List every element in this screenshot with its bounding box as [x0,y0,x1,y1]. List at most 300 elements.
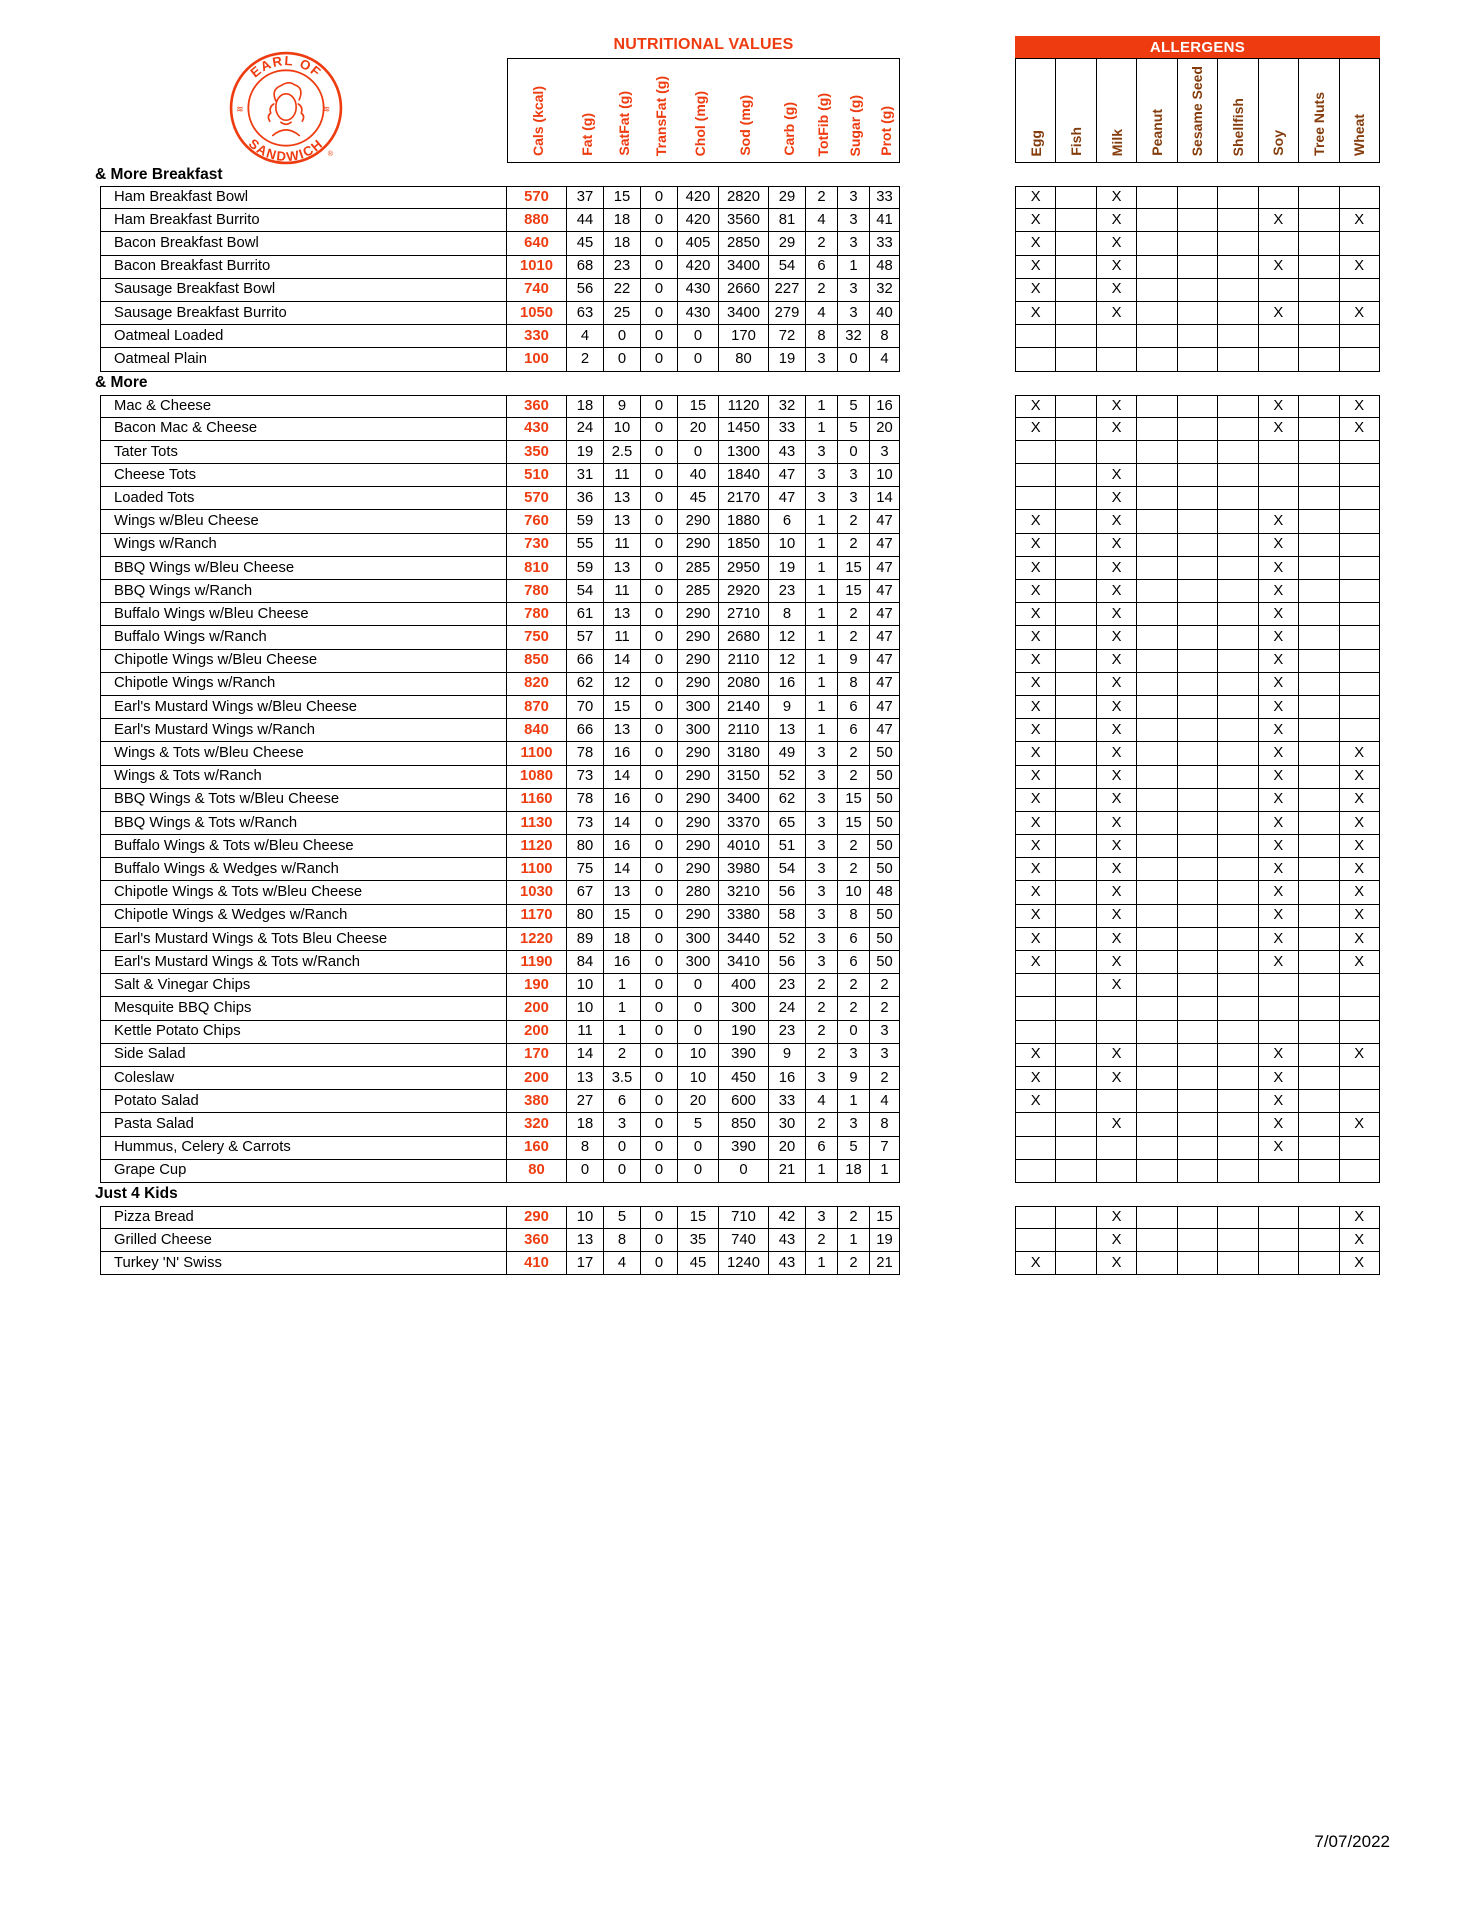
allergen-mark [1299,487,1339,510]
nutrition-value: 5 [678,1113,719,1136]
calories-value: 1120 [507,835,567,858]
calories-value: 740 [507,279,567,302]
nutrition-value: 14 [604,766,641,789]
nutrition-value: 15 [604,696,641,719]
allergen-cells [1015,742,1380,765]
nutrition-value: 80 [719,348,769,371]
nutrition-value: 14 [604,650,641,673]
nutrition-value: 290 [678,858,719,881]
table-row [100,325,1484,348]
calories-value: 360 [507,395,567,418]
nutrition-value: 6 [838,719,870,742]
nutrition-value: 1 [806,626,838,649]
nutrition-value: 3 [838,302,870,325]
item-name: Earl's Mustard Wings & Tots Bleu Cheese [100,928,507,951]
allergen-cells [1015,603,1380,626]
allergen-column-headers [1015,58,1380,163]
nutrition-value: 0 [641,557,678,580]
nutrition-value: 73 [567,812,604,835]
allergen-mark: X [1259,395,1299,418]
allergen-mark [1218,626,1258,649]
allergen-mark [1178,232,1218,255]
allergen-mark: X [1259,580,1299,603]
nutrition-value: 56 [769,881,806,904]
nutrition-value: 32 [838,325,870,348]
nutrition-value: 8 [838,905,870,928]
nutrition-value: 50 [870,789,900,812]
allergen-mark [1015,325,1056,348]
nutrition-value: 2 [838,974,870,997]
nutrition-value: 8 [567,1137,604,1160]
nutrition-value: 56 [567,279,604,302]
nutrition-value: 33 [870,186,900,209]
nutrition-value: 2660 [719,279,769,302]
column-gap [900,1229,1015,1252]
nutrition-value: 390 [719,1137,769,1160]
nutrition-value: 0 [641,487,678,510]
calories-value: 760 [507,510,567,533]
allergen-mark [1056,835,1096,858]
nutrition-value: 0 [641,256,678,279]
nutrition-value: 47 [870,534,900,557]
calories-value: 820 [507,673,567,696]
allergen-mark [1218,742,1258,765]
allergen-mark [1218,812,1258,835]
nutrition-value: 9 [769,1044,806,1067]
nutrition-value: 8 [870,1113,900,1136]
allergen-mark [1137,510,1177,533]
allergen-mark: X [1015,1044,1056,1067]
item-name: Side Salad [100,1044,507,1067]
nutrition-value: 740 [719,1229,769,1252]
nutrition-value: 3980 [719,858,769,881]
allergen-mark [1137,256,1177,279]
allergen-mark: X [1259,742,1299,765]
allergen-cells [1015,1067,1380,1090]
nutrition-value: 3 [806,905,838,928]
allergen-mark [1015,1021,1056,1044]
nutrition-value: 0 [678,1160,719,1183]
table-row [100,348,1484,371]
item-name: Coleslaw [100,1067,507,1090]
allergen-mark [1178,881,1218,904]
allergen-mark [1137,928,1177,951]
allergen-mark: X [1259,719,1299,742]
allergen-cells [1015,348,1380,371]
allergen-cells [1015,232,1380,255]
nutrition-value: 18 [604,209,641,232]
column-gap [900,232,1015,255]
nutrition-value: 16 [604,951,641,974]
allergen-column-label: Shellfish [1229,97,1246,156]
allergen-mark [1299,742,1339,765]
nutrition-value: 1 [838,1229,870,1252]
allergen-mark: X [1340,858,1380,881]
table-row [100,441,1484,464]
calories-value: 200 [507,1021,567,1044]
nutrition-value: 290 [678,835,719,858]
nutrition-value: 0 [641,719,678,742]
table-row [100,464,1484,487]
item-name: Earl's Mustard Wings w/Ranch [100,719,507,742]
nutrition-value: 405 [678,232,719,255]
allergen-cells [1015,418,1380,441]
column-gap [900,1206,1015,1229]
allergen-cells [1015,302,1380,325]
nutrition-value: 600 [719,1090,769,1113]
calories-value: 200 [507,1067,567,1090]
nutrition-value: 13 [604,487,641,510]
allergen-mark [1340,232,1380,255]
allergen-mark [1137,279,1177,302]
item-name: Grape Cup [100,1160,507,1183]
allergen-cells [1015,719,1380,742]
nutrition-value: 280 [678,881,719,904]
allergen-mark [1056,858,1096,881]
table-row [100,881,1484,904]
allergen-mark [1299,858,1339,881]
allergen-mark [1137,858,1177,881]
allergen-mark [1340,696,1380,719]
nutrition-value: 68 [567,256,604,279]
item-name: Kettle Potato Chips [100,1021,507,1044]
allergen-mark: X [1097,650,1137,673]
allergen-mark [1299,766,1339,789]
column-gap [900,534,1015,557]
allergen-mark: X [1259,418,1299,441]
nutrition-value: 14 [870,487,900,510]
allergen-mark [1178,719,1218,742]
calories-value: 100 [507,348,567,371]
allergen-mark [1137,1021,1177,1044]
nutrition-value: 3 [806,789,838,812]
logo-left-ornament: ≋ [236,104,244,115]
table-row [100,209,1484,232]
column-gap [900,186,1015,209]
nutrition-value: 36 [567,487,604,510]
nutrition-value: 3 [806,835,838,858]
nutrition-value: 0 [641,673,678,696]
allergen-mark: X [1097,719,1137,742]
nutrition-value: 47 [870,626,900,649]
table-row [100,1021,1484,1044]
nutrition-value: 290 [678,789,719,812]
allergen-mark: X [1097,510,1137,533]
allergen-mark: X [1097,905,1137,928]
allergen-mark [1137,673,1177,696]
nutrition-value: 1840 [719,464,769,487]
item-name: Chipotle Wings w/Bleu Cheese [100,650,507,673]
nutrition-value: 33 [769,1090,806,1113]
nutrition-value: 47 [870,719,900,742]
nutrition-value: 10 [604,418,641,441]
allergen-mark: X [1015,302,1056,325]
allergen-mark [1178,209,1218,232]
nutrition-value: 3370 [719,812,769,835]
nutrition-value: 3 [806,858,838,881]
item-name: Chipotle Wings w/Ranch [100,673,507,696]
nutrition-value: 0 [641,766,678,789]
nutrition-value: 0 [641,186,678,209]
nutrition-value: 4 [806,1090,838,1113]
column-gap [900,1160,1015,1183]
nutrition-value: 13 [604,557,641,580]
nutrition-value: 11 [604,464,641,487]
nutrition-value: 49 [769,742,806,765]
allergen-mark: X [1097,835,1137,858]
allergen-mark [1137,580,1177,603]
nutrition-value: 0 [641,418,678,441]
nutrition-value: 8 [838,673,870,696]
table-row [100,858,1484,881]
allergen-mark: X [1259,812,1299,835]
allergen-mark: X [1340,1229,1380,1252]
nutrition-value: 20 [678,1090,719,1113]
allergen-mark [1299,1160,1339,1183]
nutrition-value: 17 [567,1252,604,1275]
nutrition-value: 22 [604,279,641,302]
allergen-cells [1015,1044,1380,1067]
allergen-mark [1056,696,1096,719]
allergen-mark [1299,1090,1339,1113]
allergen-mark: X [1340,928,1380,951]
allergen-mark: X [1259,302,1299,325]
nutrition-value: 2 [604,1044,641,1067]
allergen-column-label: Fish [1068,127,1085,156]
allergen-mark: X [1259,1067,1299,1090]
allergen-mark [1340,580,1380,603]
portrait-illustration [268,83,303,136]
nutrition-value: 41 [870,209,900,232]
allergen-mark [1056,186,1096,209]
allergen-mark: X [1259,951,1299,974]
table-row [100,1252,1484,1275]
nutrition-value: 24 [567,418,604,441]
column-gap [900,951,1015,974]
allergen-mark [1299,1206,1339,1229]
allergen-mark: X [1340,766,1380,789]
allergen-mark [1340,557,1380,580]
nutrition-value: 2 [838,766,870,789]
allergen-mark: X [1097,742,1137,765]
nutrition-column-label: TotFib (g) [815,92,831,156]
allergen-mark: X [1259,626,1299,649]
nutrition-value: 3210 [719,881,769,904]
nutrition-value: 710 [719,1206,769,1229]
allergen-mark [1056,742,1096,765]
nutrition-value: 10 [567,1206,604,1229]
nutrition-value: 70 [567,696,604,719]
allergen-mark [1056,348,1096,371]
allergen-mark [1178,858,1218,881]
allergen-mark: X [1097,464,1137,487]
allergen-column-label: Peanut [1149,109,1166,156]
nutrition-value: 4 [604,1252,641,1275]
nutrition-value: 30 [769,1113,806,1136]
calories-value: 410 [507,1252,567,1275]
allergen-mark: X [1340,209,1380,232]
nutrition-value: 21 [870,1252,900,1275]
nutrition-value: 61 [567,603,604,626]
nutrition-value: 290 [678,534,719,557]
nutrition-value: 3410 [719,951,769,974]
calories-value: 190 [507,974,567,997]
allergen-mark [1056,487,1096,510]
allergen-mark: X [1015,835,1056,858]
allergen-mark [1056,1067,1096,1090]
nutrition-value: 0 [838,1021,870,1044]
column-gap [900,881,1015,904]
nutrition-value: 3 [806,766,838,789]
nutrition-value: 1240 [719,1252,769,1275]
allergen-mark [1218,534,1258,557]
nutrition-value: 67 [567,881,604,904]
nutrition-value: 3 [838,464,870,487]
item-name: Grilled Cheese [100,1229,507,1252]
nutrition-value: 32 [769,395,806,418]
allergen-mark [1056,1090,1096,1113]
nutrition-column-label: TransFat (g) [652,75,669,156]
nutrition-value: 3380 [719,905,769,928]
allergen-mark: X [1097,580,1137,603]
nutrition-value: 0 [641,1160,678,1183]
nutrition-value: 9 [604,395,641,418]
calories-value: 430 [507,418,567,441]
table-row [100,1090,1484,1113]
nutrition-value: 31 [567,464,604,487]
allergen-mark [1218,1137,1258,1160]
section-header: Just 4 Kids [95,1185,178,1203]
table-row [100,232,1484,255]
allergen-mark [1137,186,1177,209]
allergen-mark [1178,256,1218,279]
nutrition-value: 5 [838,1137,870,1160]
nutrition-value: 3 [806,928,838,951]
nutrition-value: 29 [769,232,806,255]
calories-value: 200 [507,997,567,1020]
nutrition-value: 81 [769,209,806,232]
allergen-mark [1340,1067,1380,1090]
nutrition-column-label: Prot (g) [878,106,894,156]
column-gap [900,209,1015,232]
allergen-mark [1299,881,1339,904]
nutrition-value: 15 [838,812,870,835]
nutrition-value: 3 [806,1206,838,1229]
nutrition-value: 23 [604,256,641,279]
allergen-mark [1137,1137,1177,1160]
table-row [100,1113,1484,1136]
nutrition-value: 2 [838,534,870,557]
allergen-mark [1137,1252,1177,1275]
nutrition-value: 0 [641,812,678,835]
allergen-mark: X [1015,905,1056,928]
allergen-mark: X [1259,650,1299,673]
allergen-mark [1218,858,1258,881]
allergen-mark [1178,186,1218,209]
nutrition-value: 300 [678,719,719,742]
item-name: Mesquite BBQ Chips [100,997,507,1020]
nutrition-value: 7 [870,1137,900,1160]
nutrition-value: 430 [678,302,719,325]
allergen-mark [1299,1021,1339,1044]
nutrition-value: 23 [769,1021,806,1044]
allergen-mark: X [1340,395,1380,418]
nutrition-value: 2 [870,997,900,1020]
nutrition-value: 285 [678,557,719,580]
allergen-column-header-shellfish [1218,59,1258,162]
nutrition-value: 1120 [719,395,769,418]
nutrition-value: 45 [567,232,604,255]
allergen-mark [1137,1044,1177,1067]
nutrition-value: 3 [806,487,838,510]
allergen-mark: X [1015,256,1056,279]
calories-value: 570 [507,487,567,510]
allergen-mark: X [1097,812,1137,835]
nutrition-value: 47 [870,603,900,626]
allergen-mark: X [1015,766,1056,789]
allergen-mark: X [1097,1044,1137,1067]
allergen-mark [1218,1252,1258,1275]
allergen-mark [1056,650,1096,673]
column-gap [900,580,1015,603]
allergen-cells [1015,881,1380,904]
allergen-mark [1137,626,1177,649]
nutrition-value: 48 [870,881,900,904]
column-gap [900,348,1015,371]
allergen-column-header-soy [1259,59,1299,162]
allergen-cells [1015,696,1380,719]
nutrition-value: 9 [838,650,870,673]
nutrition-value: 84 [567,951,604,974]
allergen-mark [1097,441,1137,464]
nutrition-value: 390 [719,1044,769,1067]
allergen-mark: X [1259,789,1299,812]
item-name: Ham Breakfast Burrito [100,209,507,232]
nutrition-value: 400 [719,974,769,997]
allergen-mark [1259,1021,1299,1044]
column-gap [900,626,1015,649]
nutrition-value: 4 [806,302,838,325]
nutrition-value: 0 [838,441,870,464]
nutrition-value: 1 [604,974,641,997]
column-gap [900,487,1015,510]
item-name: Hummus, Celery & Carrots [100,1137,507,1160]
calories-value: 1190 [507,951,567,974]
item-name: Pasta Salad [100,1113,507,1136]
nutrition-value: 18 [567,395,604,418]
allergen-mark [1056,557,1096,580]
nutrition-value: 63 [567,302,604,325]
allergen-column-header-egg [1016,59,1056,162]
nutrition-value: 23 [769,580,806,603]
allergen-mark: X [1097,418,1137,441]
allergen-mark [1015,487,1056,510]
nutrition-value: 47 [870,673,900,696]
nutrition-value: 13 [604,719,641,742]
allergen-column-header-wheat [1340,59,1379,162]
nutrition-value: 0 [678,974,719,997]
item-name: Buffalo Wings w/Bleu Cheese [100,603,507,626]
allergen-mark [1056,534,1096,557]
column-gap [900,302,1015,325]
logo-right-ornament: ≋ [322,104,331,115]
allergen-mark [1218,603,1258,626]
nutrition-value: 3 [870,1044,900,1067]
nutrition-value: 50 [870,858,900,881]
allergen-mark [1178,1137,1218,1160]
calories-value: 730 [507,534,567,557]
table-row [100,812,1484,835]
